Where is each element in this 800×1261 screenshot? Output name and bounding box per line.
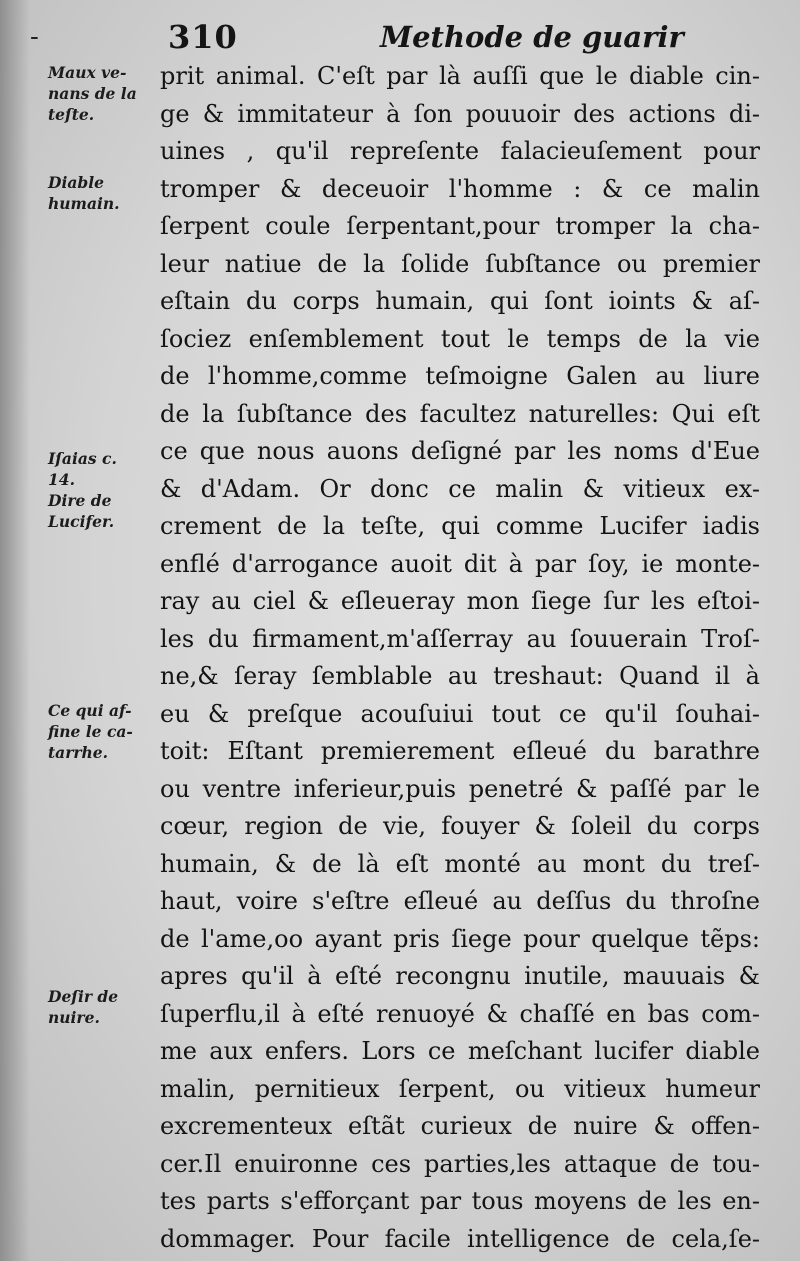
text-line: malin, pernitieux ſerpent, ou vitieux humeur [160, 1074, 760, 1103]
margin-note-line: Maux ve- [48, 63, 127, 82]
text-line: prit animal. C'eſt par là auſſi que le diable cin- [160, 62, 760, 90]
text-line: toit: Eſtant premierement eſleué du barathre [160, 737, 760, 765]
text-line: dommager. Pour facile intelligence de cela,ſe- [160, 1224, 760, 1253]
margin-note-line: Deſir de [48, 987, 119, 1006]
text-line: cœur, region de vie, fouyer & ſoleil du corps [160, 812, 760, 840]
margin-note-line: tarrhe. [48, 743, 109, 762]
text-line: me aux enfers. Lors ce meſchant lucifer diable [160, 1037, 760, 1065]
margin-dash: - [30, 22, 39, 52]
text-line: cer.Il enuironne ces parties,les attaque de tou- [160, 1149, 760, 1178]
text-line: leur natiue de la ſolide ſubſtance ou premier [160, 249, 760, 278]
text-line: apres qu'il à eſté recongnu inutile, mauuais & [160, 962, 760, 990]
margin-note-line: fine le ca- [48, 722, 133, 741]
margin-note-line: teſte. [48, 105, 95, 124]
text-line: ne,& ſeray ſemblable au treshaut: Quand il à [160, 662, 760, 690]
text-line: crement de la teſte, qui comme Lucifer iadis [160, 512, 760, 540]
margin-note-line: Lucifer. [48, 512, 115, 531]
text-line: tromper & deceuoir l'homme : & ce malin [160, 174, 760, 203]
text-line: ſuperflu,il à eſté renuoyé & chaſſé en bas com- [160, 999, 760, 1028]
text-line: eu & preſque acouſuiui tout ce qu'il ſouhai- [160, 699, 760, 728]
text-line: enflé d'arrogance auoit dit à par ſoy, ie monte- [160, 549, 760, 578]
text-line: ce que nous auons deſigné par les noms d'Eue [160, 437, 760, 465]
margin-note-line: 14. [48, 470, 75, 489]
text-line: ray au ciel & eſleueray mon ſiege ſur les eſtoi- [160, 587, 760, 615]
margin-note-line: nans de la [48, 84, 137, 103]
text-line: ſociez enſemblement tout le temps de la vie [160, 324, 760, 353]
text-line: uines , qu'il repreſente falacieuſement pour [160, 137, 760, 165]
page-header [0, 18, 800, 58]
margin-note-maux-venans [48, 62, 163, 125]
text-line: eſtain du corps humain, qui ſont ioints & aſ- [160, 287, 760, 315]
text-line: de la ſubſtance des facultez naturelles: Qui eſt [160, 399, 760, 428]
page-number: 310 [168, 18, 238, 56]
text-line: les du firmament,m'aſſerray au ſouuerain Troſ- [160, 624, 760, 653]
text-line: de l'ame,oo ayant pris ſiege pour quelque tẽps: [160, 924, 760, 953]
text-line: & d'Adam. Or donc ce malin & vitieux ex- [160, 474, 760, 503]
margin-note-desir-de-nuire [48, 986, 163, 1028]
text-line: ſerpent coule ſerpentant,pour tromper la cha- [160, 212, 760, 240]
margin-note-line: Ce qui af- [48, 701, 132, 720]
text-line: excrementeux eſtãt curieux de nuire & offen- [160, 1112, 760, 1140]
margin-note-line: Diable [48, 173, 104, 192]
margin-note-line: humain. [48, 194, 120, 213]
margin-note-diable-humain [48, 172, 163, 214]
margin-note-line: Iſaias c. [48, 449, 117, 468]
margin-note-isaias [48, 448, 163, 532]
text-line: de l'homme,comme teſmoigne Galen au liure [160, 362, 760, 390]
text-line: ou ventre inferieur,puis penetré & paſſé par le [160, 774, 760, 803]
gutter-shadow [0, 0, 30, 1261]
margin-note-ce-qui-affine [48, 700, 163, 763]
text-line: ge & immitateur à ſon pouuoir des actions di- [160, 99, 760, 128]
text-line: humain, & de là eſt monté au mont du treſ- [160, 849, 760, 878]
text-line: haut, voire s'eſtre eſleué au deſſus du throſne [160, 887, 760, 915]
body-text [160, 58, 760, 1258]
margin-note-line: nuire. [48, 1008, 100, 1027]
text-line: tes parts s'efforçant par tous moyens de les en- [160, 1187, 760, 1215]
margin-note-line: Dire de [48, 491, 112, 510]
running-title: Methode de guarir [380, 20, 684, 54]
